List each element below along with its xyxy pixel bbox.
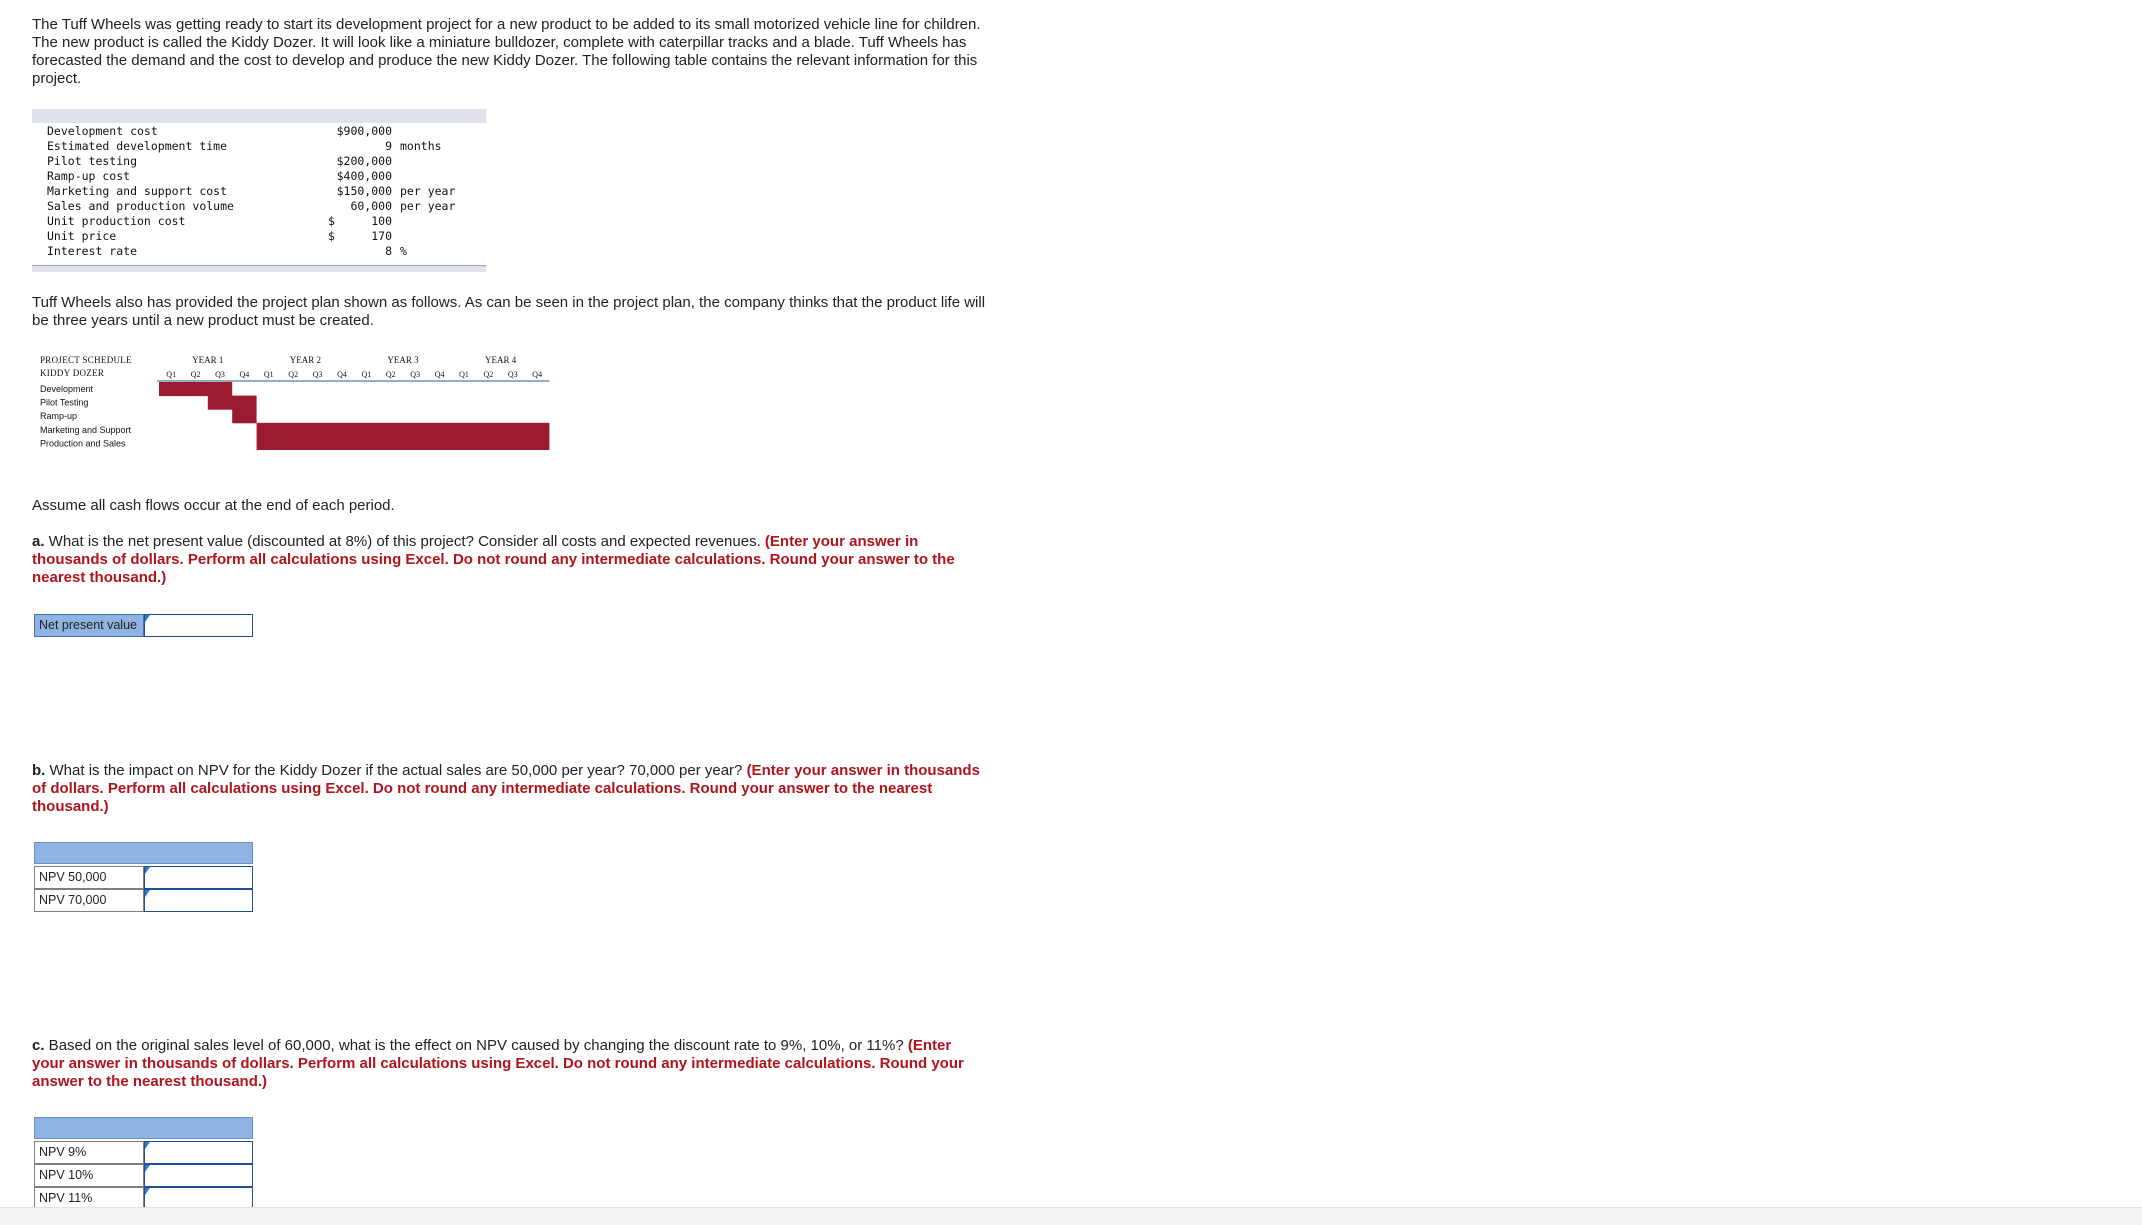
input-row	[34, 1141, 253, 1164]
question-b-instruction: (Enter your answer in thousands of dollars. Perform all calculations using Excel. Do not round any intermediate calculations. Round your answer to the nearest thousand.)	[32, 762, 980, 815]
input-row-label: NPV 10%	[34, 1164, 144, 1187]
table-header-band	[34, 842, 253, 864]
npv-row	[34, 614, 253, 637]
info-label: Sales and production volume	[47, 199, 234, 213]
task-label: Ramp-up	[40, 411, 78, 422]
info-row	[32, 244, 486, 259]
quarter-label: Q1	[263, 370, 274, 379]
schedule-title: PROJECT SCHEDULE	[40, 355, 132, 365]
info-label: Unit price	[47, 229, 117, 243]
intro-text: The Tuff Wheels was getting ready to start its development project for a new product to be added to its small motorized vehicle line for children. The new product is called the Kiddy Dozer. It will look like a miniature bulldozer, complete with caterpillar tracks and a blade. Tuff Wheels has forecasted the demand and the cost to develop and produce the new Kiddy Dozer. The following table contains the relevant information for this project.	[32, 16, 981, 87]
input-row-label: NPV 9%	[34, 1141, 144, 1164]
npv-answer-input[interactable]	[144, 1164, 253, 1187]
question-a-text: What is the net present value (discounted at 8%) of this project? Consider all costs and expected revenues.	[44, 533, 765, 550]
info-unit: months	[400, 139, 442, 153]
cell-marker-icon	[145, 890, 150, 897]
npv-label: Net present value	[34, 614, 144, 637]
info-value: $150,000	[336, 184, 392, 198]
cell-marker-icon	[145, 1165, 150, 1172]
year-label: YEAR 4	[484, 355, 517, 365]
info-label: Estimated development time	[47, 139, 228, 153]
question-c	[32, 1037, 987, 1091]
quarter-label: Q4	[337, 370, 347, 379]
quarter-label: Q1	[361, 370, 372, 379]
question-a-instruction: (Enter your answer in thousands of dollars. Perform all calculations using Excel. Do not round any intermediate calculations. Round your answer to the nearest thousand.)	[32, 533, 955, 586]
task-label: Development	[40, 384, 94, 394]
info-value: $400,000	[336, 169, 392, 183]
task-label: Pilot Testing	[40, 397, 89, 408]
quarter-label: Q1	[166, 370, 177, 379]
question-b-lead: b.	[32, 762, 46, 779]
table-header-band	[32, 109, 486, 123]
info-row	[32, 124, 486, 139]
quarter-label: Q2	[483, 370, 494, 379]
quarter-label: Q1	[459, 370, 469, 379]
intro-paragraph	[32, 16, 987, 88]
schedule-bar	[232, 409, 256, 423]
info-value: 9	[385, 139, 392, 153]
info-label: Interest rate	[47, 244, 138, 258]
input-row-label: NPV 70,000	[34, 889, 144, 912]
info-label: Marketing and support cost	[47, 184, 228, 198]
quarter-label: Q2	[385, 370, 396, 379]
input-row	[34, 1164, 253, 1187]
info-value: 170	[371, 229, 392, 243]
input-row	[34, 889, 253, 912]
cell-marker-icon	[145, 1188, 150, 1195]
cell-marker-icon	[145, 1142, 150, 1149]
year-label: YEAR 1	[192, 355, 224, 365]
info-unit: per year	[400, 199, 456, 213]
table-header-band	[34, 1117, 253, 1139]
schedule-bar	[159, 382, 232, 396]
info-value: $900,000	[336, 124, 392, 138]
info-row	[32, 214, 486, 229]
table-footer-band	[32, 265, 486, 272]
info-unit: %	[400, 244, 407, 258]
info-value: 8	[385, 244, 392, 258]
quarter-label: Q2	[288, 370, 299, 379]
year-label: YEAR 2	[289, 355, 322, 365]
info-row	[32, 169, 486, 184]
info-row	[32, 139, 486, 154]
schedule-subtitle: KIDDY DOZER	[40, 368, 105, 378]
info-row	[32, 199, 486, 214]
info-currency: $	[328, 214, 335, 228]
quarter-label: Q2	[190, 370, 201, 379]
info-currency: $	[328, 229, 335, 243]
info-row	[32, 154, 486, 169]
info-row	[32, 229, 486, 244]
task-label: Marketing and Support	[40, 424, 132, 435]
info-row	[32, 184, 486, 199]
npv-answer-input[interactable]	[144, 1141, 253, 1164]
question-c-instruction: (Enter your answer in thousands of dollars. Perform all calculations using Excel. Do not round any intermediate calculations. Round your answer to the nearest thousand.)	[32, 1037, 964, 1090]
question-c-lead: c.	[32, 1037, 45, 1054]
npv-input[interactable]	[144, 614, 253, 637]
question-b-text: What is the impact on NPV for the Kiddy Dozer if the actual sales are 50,000 per year? 70,000 per year?	[45, 762, 747, 779]
quarter-label: Q3	[215, 370, 225, 379]
quarter-label: Q3	[312, 370, 323, 379]
question-a-lead: a.	[32, 533, 45, 550]
question-b	[32, 762, 987, 816]
bottom-scrollbar[interactable]	[0, 1207, 2142, 1225]
info-value: $200,000	[336, 154, 392, 168]
info-label: Pilot testing	[47, 154, 138, 168]
info-label: Ramp-up cost	[47, 169, 131, 183]
cell-marker-icon	[145, 615, 150, 622]
info-value: 100	[371, 214, 392, 228]
quarter-label: Q3	[410, 370, 421, 379]
quarter-label: Q4	[532, 370, 543, 379]
plan-text: Tuff Wheels also has provided the project plan shown as follows. As can be seen in the project plan, the company thinks that the product life will be three years until a new product must be created.	[32, 294, 986, 329]
plan-paragraph	[32, 294, 987, 330]
assume-text: Assume all cash flows occur at the end of each period.	[32, 497, 395, 514]
info-unit: per year	[400, 184, 456, 198]
quarter-label: Q3	[507, 370, 518, 379]
input-row-label: NPV 50,000	[34, 866, 144, 889]
assume-paragraph	[32, 497, 987, 515]
schedule-svg	[38, 350, 558, 450]
npv-answer-input[interactable]	[144, 866, 253, 889]
npv-answer-input[interactable]	[144, 889, 253, 912]
project-info-table	[32, 109, 486, 272]
task-label: Production and Sales	[40, 438, 126, 449]
cell-marker-icon	[145, 867, 150, 874]
year-label: YEAR 3	[387, 355, 419, 365]
question-c-text: Based on the original sales level of 60,000, what is the effect on NPV caused by changing the discount rate to 9%, 10%, or 11%?	[44, 1037, 908, 1054]
info-label: Development cost	[47, 124, 158, 138]
project-schedule-chart	[38, 350, 558, 450]
schedule-bar	[257, 423, 550, 437]
quarter-label: Q4	[239, 370, 250, 379]
info-value: 60,000	[350, 199, 392, 213]
schedule-bar	[208, 396, 257, 410]
quarter-label: Q4	[434, 370, 445, 379]
input-row-label: NPV 11%	[34, 1187, 144, 1210]
input-row	[34, 866, 253, 889]
question-a	[32, 533, 987, 587]
info-label: Unit production cost	[47, 214, 186, 228]
schedule-bar	[257, 436, 550, 450]
